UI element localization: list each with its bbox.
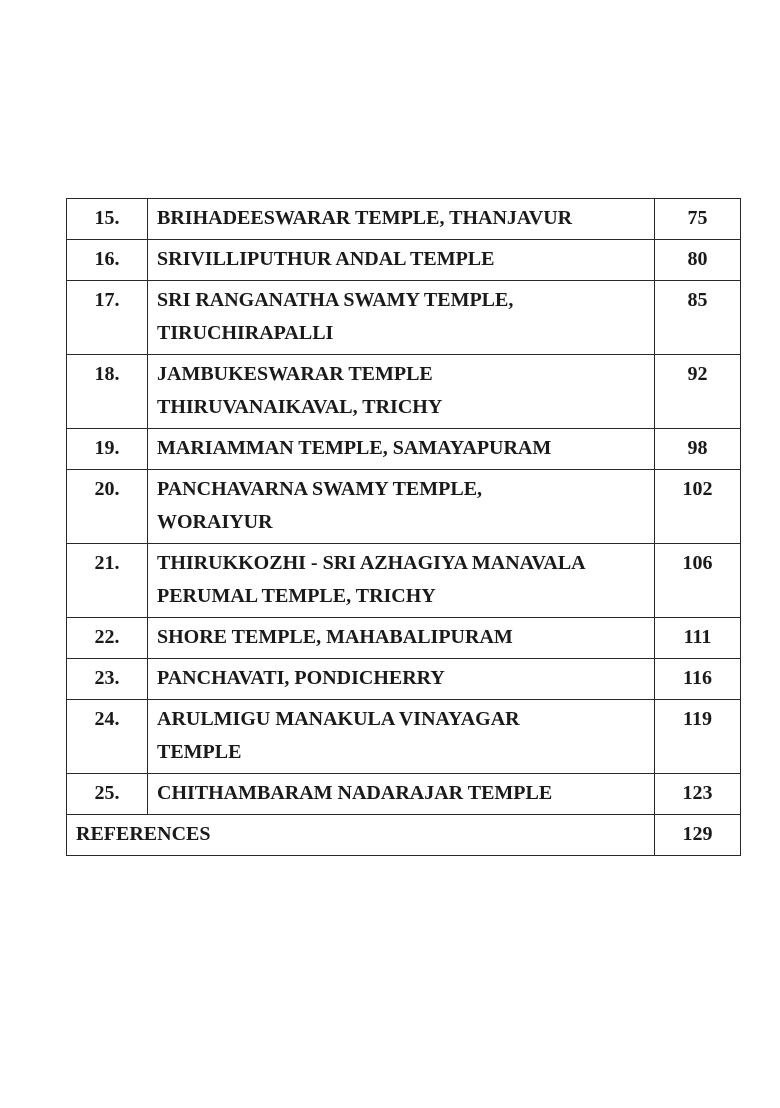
table-of-contents [66, 198, 741, 856]
references-row [67, 815, 741, 856]
toc-row [67, 470, 741, 544]
page-number: 119 [655, 700, 741, 774]
toc-row [67, 281, 741, 355]
chapter-title-line: WORAIYUR [157, 511, 273, 533]
page-number: 106 [655, 544, 741, 618]
toc-row [67, 700, 741, 774]
chapter-number: 23. [67, 659, 148, 700]
chapter-title-line: ARULMIGU MANAKULA VINAYAGAR [157, 708, 520, 730]
chapter-number: 18. [67, 355, 148, 429]
chapter-title-line: SRI RANGANATHA SWAMY TEMPLE, [157, 289, 514, 311]
page-number: 111 [655, 618, 741, 659]
chapter-title [148, 199, 655, 240]
toc-row [67, 355, 741, 429]
chapter-title-line: JAMBUKESWARAR TEMPLE [157, 363, 433, 385]
chapter-number: 15. [67, 199, 148, 240]
toc-row [67, 659, 741, 700]
chapter-title-line: THIRUVANAIKAVAL, TRICHY [157, 396, 443, 418]
chapter-title-line: PERUMAL TEMPLE, TRICHY [157, 585, 436, 607]
page-number: 123 [655, 774, 741, 815]
chapter-title-line: PANCHAVARNA SWAMY TEMPLE, [157, 478, 483, 500]
chapter-number: 16. [67, 240, 148, 281]
page-number: 85 [655, 281, 741, 355]
chapter-title [148, 240, 655, 281]
chapter-number: 21. [67, 544, 148, 618]
chapter-title-line: SHORE TEMPLE, MAHABALIPURAM [157, 626, 513, 648]
chapter-title-line: MARIAMMAN TEMPLE, SAMAYAPURAM [157, 437, 552, 459]
chapter-number: 20. [67, 470, 148, 544]
toc-row [67, 618, 741, 659]
chapter-number: 17. [67, 281, 148, 355]
chapter-title [148, 774, 655, 815]
page-number: 98 [655, 429, 741, 470]
chapter-title-line: TEMPLE [157, 741, 242, 763]
toc-row [67, 774, 741, 815]
toc-row [67, 199, 741, 240]
references-label: REFERENCES [67, 815, 655, 856]
chapter-title [148, 470, 655, 544]
chapter-title-line: BRIHADEESWARAR TEMPLE, THANJAVUR [157, 207, 573, 229]
chapter-title [148, 281, 655, 355]
chapter-number: 25. [67, 774, 148, 815]
chapter-title [148, 429, 655, 470]
page-number: 116 [655, 659, 741, 700]
chapter-title [148, 700, 655, 774]
chapter-number: 22. [67, 618, 148, 659]
toc-row [67, 429, 741, 470]
chapter-title [148, 544, 655, 618]
chapter-title-line: TIRUCHIRAPALLI [157, 322, 334, 344]
chapter-title-line: CHITHAMBARAM NADARAJAR TEMPLE [157, 782, 553, 804]
toc-row [67, 240, 741, 281]
chapter-number: 19. [67, 429, 148, 470]
chapter-title-line: THIRUKKOZHI - SRI AZHAGIYA MANAVALA [157, 552, 586, 574]
page-number: 80 [655, 240, 741, 281]
chapter-title [148, 618, 655, 659]
chapter-number: 24. [67, 700, 148, 774]
chapter-title [148, 355, 655, 429]
toc-row [67, 544, 741, 618]
chapter-title-line: PANCHAVATI, PONDICHERRY [157, 667, 445, 689]
page-number: 102 [655, 470, 741, 544]
page-number: 75 [655, 199, 741, 240]
page-number: 92 [655, 355, 741, 429]
toc-body [67, 199, 741, 815]
chapter-title-line: SRIVILLIPUTHUR ANDAL TEMPLE [157, 248, 495, 270]
references-page: 129 [655, 815, 741, 856]
chapter-title [148, 659, 655, 700]
